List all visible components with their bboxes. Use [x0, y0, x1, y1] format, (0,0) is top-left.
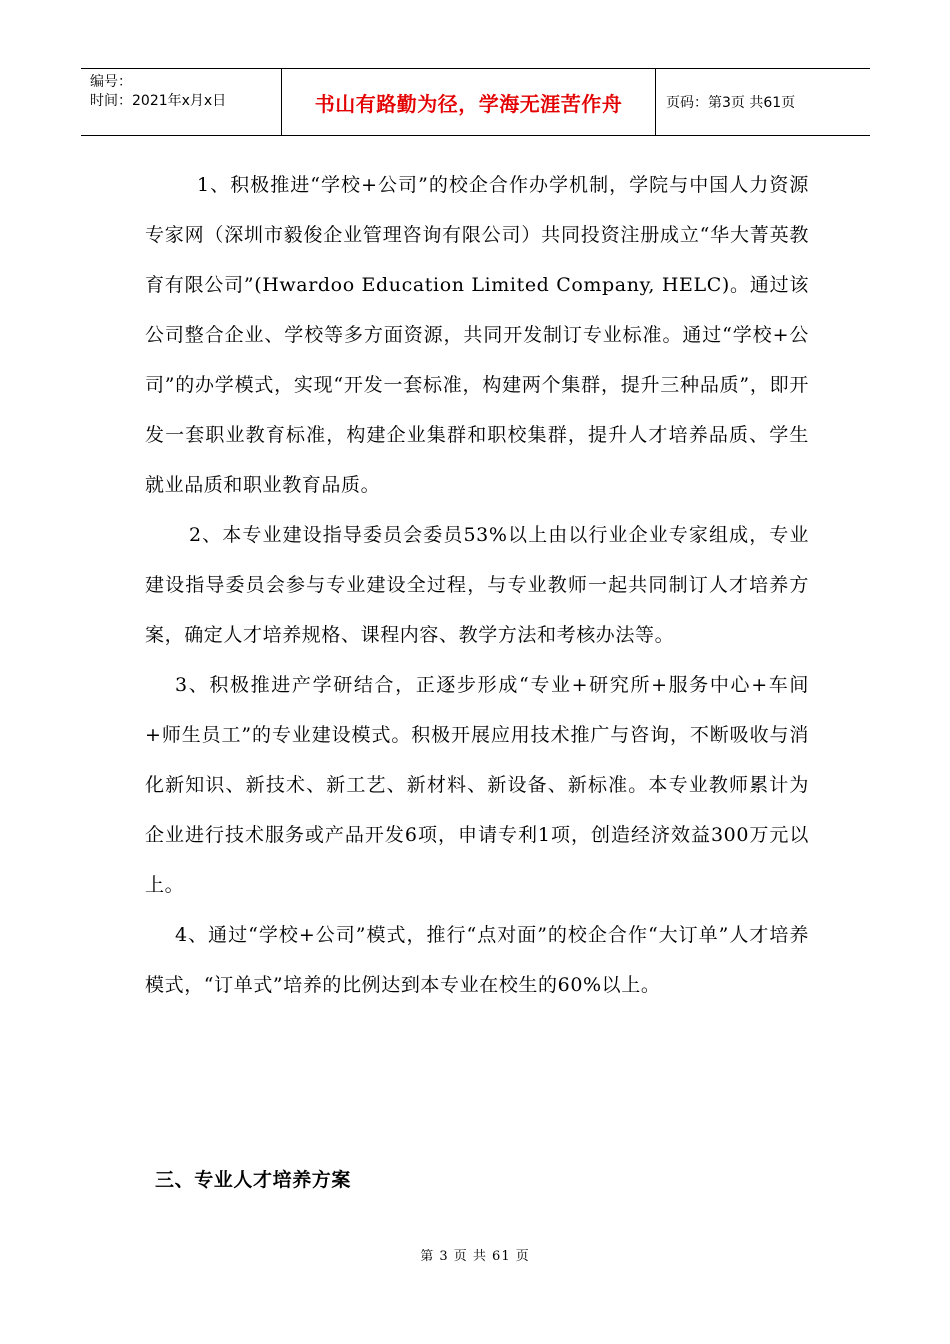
paragraph-1: 1、积极推进“学校+公司”的校企合作办学机制，学院与中国人力资源专家网（深圳市毅俊企业管理咨询有限公司）共同投资注册成立“华大菁英教育有限公司”(Hwardoo Education Limited Company, HELC)。通过该公司整合企业、学校等多方面资源，共同开发制订专业标准。通过“学校+公司”的办学模式，实现“开发一套标准，构建两个集群，提升三种品质”，即开发一套职业教育标准，构建企业集群和职校集群，提升人才培养品质、学生就业品质和职业教育品质。	[145, 174, 809, 496]
section-heading: 三、专业人才培养方案	[155, 1169, 352, 1191]
page-header	[81, 68, 870, 136]
header-page-code: 页码：第3页 共61页	[666, 95, 796, 111]
header-motto: 书山有路勤为径，学海无涯苦作舟	[282, 69, 656, 135]
paragraph-3: 3、积极推进产学研结合，正逐步形成“专业+研究所+服务中心+车间+师生员工”的专业建设模式。积极开展应用技术推广与咨询，不断吸收与消化新知识、新技术、新工艺、新材料、新设备、新标准。本专业教师累计为企业进行技术服务或产品开发6项，申请专利1项，创造经济效益300万元以上。	[145, 674, 809, 896]
header-meta	[81, 69, 282, 135]
page-footer: 第 3 页 共 61 页	[420, 1249, 530, 1264]
number-label: 编号：	[90, 74, 132, 90]
paragraph-2: 2、本专业建设指导委员会委员53%以上由以行业企业专家组成，专业建设指导委员会参与专业建设全过程，与专业教师一起共同制订人才培养方案，确定人才培养规格、课程内容、教学方法和考核办法等。	[145, 524, 809, 646]
time-label: 时间：2021年x月x日	[90, 93, 227, 109]
body-text	[145, 160, 809, 1010]
paragraph-4: 4、通过“学校+公司”模式，推行“点对面”的校企合作“大订单”人才培养模式，“订单式”培养的比例达到本专业在校生的60%以上。	[145, 924, 809, 996]
